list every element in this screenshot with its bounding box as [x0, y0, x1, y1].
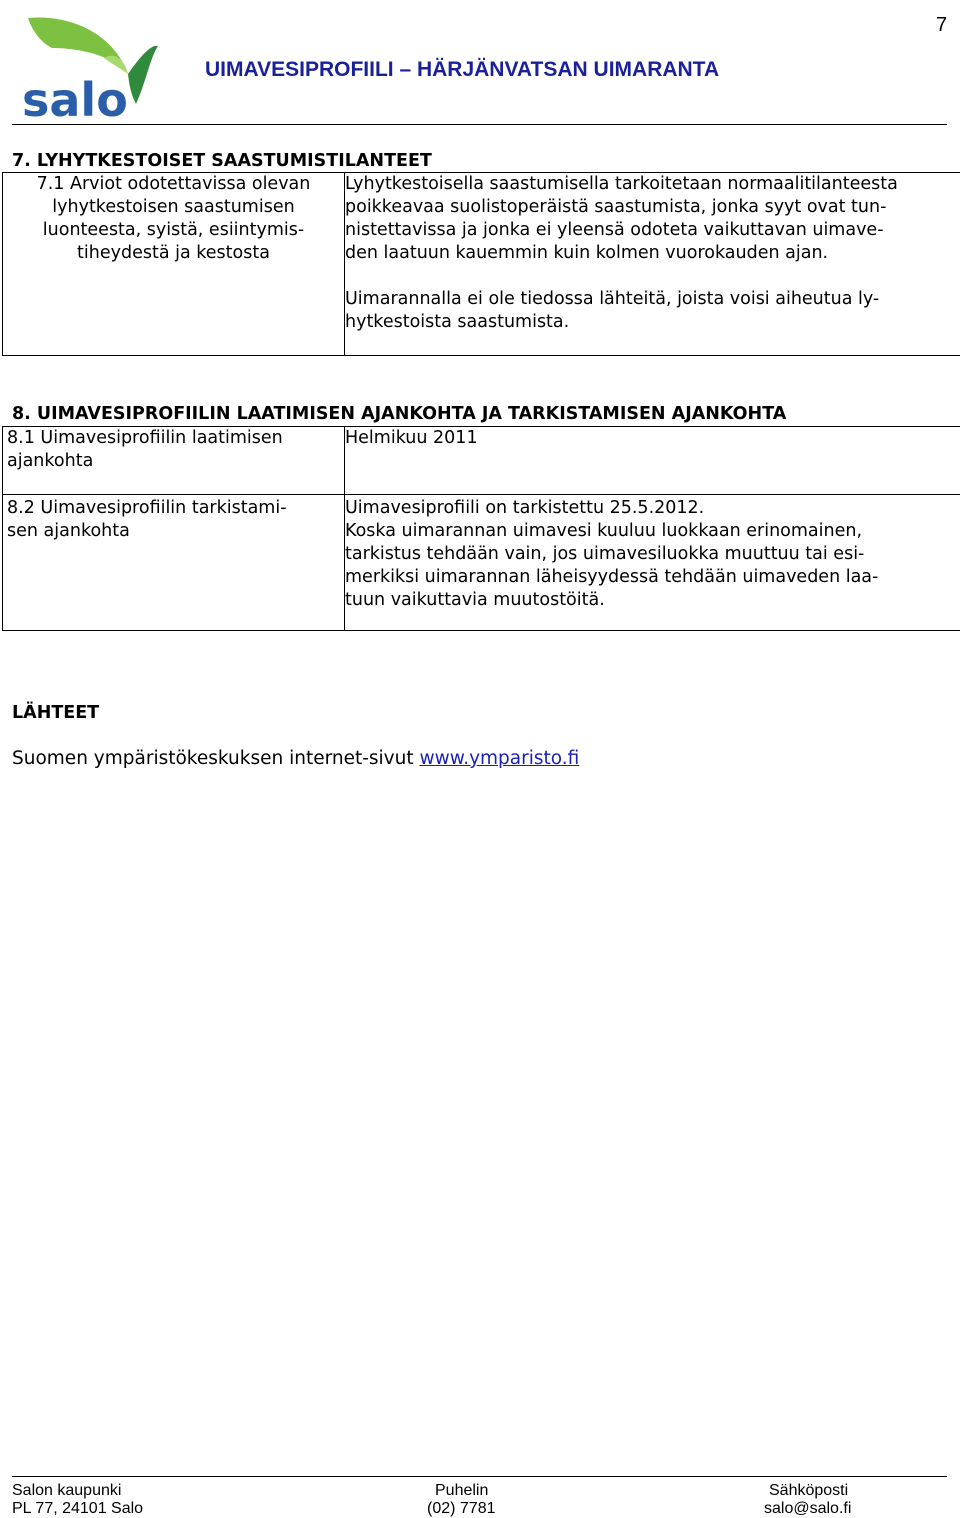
text-line: Koska uimarannan uimavesi kuuluu luokkaan erinomainen, [345, 520, 960, 543]
sources-heading: LÄHTEET [12, 702, 99, 725]
ymparisto-link[interactable]: www.ymparisto.fi [420, 748, 580, 769]
footer-organization: Salon kaupunki [12, 1481, 121, 1500]
label-line: tiheydestä ja kestosta [7, 242, 340, 265]
text-line: Uimavesiprofiili on tarkistettu 25.5.2012. [345, 497, 960, 520]
logo-leaf-icon [28, 17, 128, 74]
footer-phone-label: Puhelin [435, 1481, 488, 1500]
footer-divider [12, 1476, 947, 1477]
footer-email-label: Sähköposti [769, 1481, 848, 1500]
sources-line [12, 747, 579, 770]
text-line: nistettavissa ja jonka ei yleensä odoteta vaikuttavan uimave- [345, 219, 960, 242]
document-title: UIMAVESIPROFIILI – HÄRJÄNVATSAN UIMARANTA [205, 58, 719, 81]
section-7-heading: 7. LYHYTKESTOISET SAASTUMISTILANTEET [12, 150, 432, 173]
text-line: Lyhytkestoisella saastumisella tarkoitetaan normaalitilanteesta [345, 173, 960, 196]
row-label [3, 173, 344, 265]
row-content-cell [345, 427, 960, 495]
text-line: poikkeavaa suolistoperäistä saastumista, jonka syyt ovat tun- [345, 196, 960, 219]
label-line: 8.1 Uimavesiprofiilin laatimisen [53, 427, 340, 450]
section-8-heading: 8. UIMAVESIPROFIILIN LAATIMISEN AJANKOHTA JA TARKISTAMISEN AJANKOHTA [12, 403, 786, 426]
label-line: lyhytkestoisen saastumisen [7, 196, 340, 219]
row-content-cell [345, 173, 960, 356]
paragraph-1 [345, 173, 960, 265]
label-line: luonteesta, syistä, esiintymis- [7, 219, 340, 242]
sources-text: Suomen ympäristökeskuksen internet-sivut [12, 748, 420, 769]
label-line: 7.1 Arviot odotettavissa olevan [7, 173, 340, 196]
text-line: hytkestoista saastumista. [345, 311, 960, 334]
footer-phone: (02) 7781 [427, 1499, 496, 1518]
row-label-cell [3, 427, 345, 495]
footer-address: PL 77, 24101 Salo [12, 1499, 143, 1518]
section-7-table [2, 172, 960, 356]
logo-leaf-light-icon [104, 56, 128, 74]
text-line: tuun vaikuttavia muutostöitä. [345, 589, 960, 612]
header-divider [12, 124, 947, 125]
salo-logo [18, 12, 158, 130]
row-label-cell [3, 173, 345, 356]
label-line: 8.2 Uimavesiprofiilin tarkistami- [53, 497, 340, 520]
row-label [3, 427, 344, 473]
page-number: 7 [936, 14, 947, 37]
table-row [3, 427, 960, 495]
text-line: tarkistus tehdään vain, jos uimavesiluokka muuttuu tai esi- [345, 543, 960, 566]
section-8-table [2, 426, 960, 631]
logo-wordmark: salo [22, 73, 128, 127]
table-row [3, 173, 960, 356]
text-line: Helmikuu 2011 [345, 427, 960, 450]
row-label [3, 497, 344, 543]
text-line: merkiksi uimarannan läheisyydessä tehdään uimaveden laa- [345, 566, 960, 589]
row-label-cell [3, 495, 345, 631]
table-row [3, 495, 960, 631]
text-line: den laatuun kauemmin kuin kolmen vuorokauden ajan. [345, 242, 960, 265]
footer-email: salo@salo.fi [764, 1499, 851, 1518]
label-line: sen ajankohta [53, 520, 340, 543]
logo-leaf-dark-icon [128, 46, 158, 104]
paragraph-2 [345, 288, 960, 334]
label-line: ajankohta [53, 450, 340, 473]
row-content-cell [345, 495, 960, 631]
text-line: Uimarannalla ei ole tiedossa lähteitä, joista voisi aiheutua ly- [345, 288, 960, 311]
